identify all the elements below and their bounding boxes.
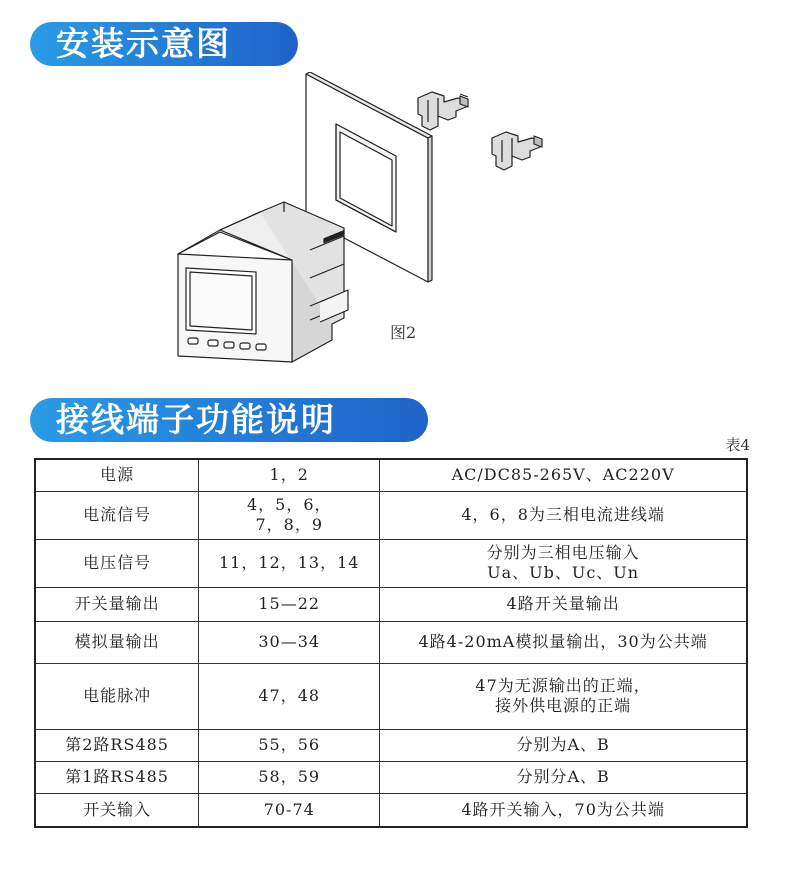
terminal-number-line: 4，5，6，: [246, 495, 332, 514]
terminal-number-line: 55，56: [258, 735, 321, 754]
terminal-description-line: 分别分A、B: [516, 767, 610, 786]
terminal-name-cell: 电能脉冲: [35, 663, 199, 729]
terminal-description-cell: [380, 587, 747, 621]
terminal-description-cell: [380, 621, 747, 663]
terminal-number-cell: [199, 491, 380, 539]
terminal-name-cell: 第2路RS485: [35, 729, 199, 761]
terminal-description-line: 4路4-20mA模拟量输出，30为公共端: [418, 632, 708, 651]
table-row: [35, 761, 747, 793]
terminal-name-cell: 模拟量输出: [35, 621, 199, 663]
terminal-number-cell: [199, 793, 380, 827]
table-row: [35, 539, 747, 587]
terminal-description-cell: [380, 761, 747, 793]
terminal-function-banner: 接线端子功能说明: [30, 398, 428, 442]
mounting-clip-2: [492, 132, 542, 170]
terminal-name-cell: 开关输入: [35, 793, 199, 827]
terminal-description-line: 4路开关量输出: [506, 594, 620, 613]
terminal-description-line: 分别为三相电压输入: [486, 543, 640, 562]
terminal-name-cell: 电源: [35, 459, 199, 491]
terminal-name-cell: 电压信号: [35, 539, 199, 587]
table-row: [35, 621, 747, 663]
terminal-number-cell: [199, 621, 380, 663]
terminal-number-line: 11，12，13，14: [219, 553, 360, 572]
terminal-number-line: 30—34: [258, 632, 321, 651]
terminal-description-cell: [380, 793, 747, 827]
install-diagram-banner: 安装示意图: [30, 22, 298, 66]
terminal-description-cell: [380, 729, 747, 761]
table-row: [35, 491, 747, 539]
terminal-number-cell: [199, 663, 380, 729]
terminal-number-cell: [199, 539, 380, 587]
terminal-number-line: 47，48: [258, 686, 321, 705]
figure-caption: 图2: [390, 323, 417, 342]
terminal-description-line: Ua、Ub、Uc、Un: [487, 563, 640, 582]
installation-diagram: [160, 72, 560, 392]
terminal-description-line: 4，6，8为三相电流进线端: [461, 505, 665, 524]
table-row: [35, 793, 747, 827]
table-row: [35, 729, 747, 761]
table-row: [35, 459, 747, 491]
table-row: [35, 663, 747, 729]
terminal-description-line: 分别为A、B: [516, 735, 610, 754]
terminal-description-cell: [380, 539, 747, 587]
terminal-number-cell: [199, 459, 380, 491]
terminal-name-cell: 第1路RS485: [35, 761, 199, 793]
terminal-description-line: AC/DC85-265V、AC220V: [451, 465, 675, 485]
terminal-number-line: 1，2: [269, 465, 309, 485]
terminal-name-cell: 开关量输出: [35, 587, 199, 621]
terminal-description-cell: [380, 663, 747, 729]
terminal-description-cell: [380, 459, 747, 491]
terminal-number-line: 58，59: [258, 767, 321, 786]
terminal-description-line: 接外供电源的正端: [495, 696, 632, 715]
table-caption: 表4: [725, 436, 750, 454]
terminal-function-table: [34, 458, 748, 828]
mounting-clip-1: [418, 92, 468, 130]
terminal-number-cell: [199, 587, 380, 621]
terminal-description-line: 4路开关输入，70为公共端: [461, 799, 665, 819]
table-row: [35, 587, 747, 621]
terminal-number-cell: [199, 729, 380, 761]
terminal-number-line: 15—22: [258, 594, 321, 613]
terminal-description-cell: [380, 491, 747, 539]
terminal-name-cell: 电流信号: [35, 491, 199, 539]
terminal-number-cell: [199, 761, 380, 793]
terminal-number-line: 7，8，9: [255, 515, 323, 534]
terminal-description-line: 47为无源输出的正端，: [475, 676, 651, 695]
terminal-number-line: 70-74: [263, 799, 315, 819]
